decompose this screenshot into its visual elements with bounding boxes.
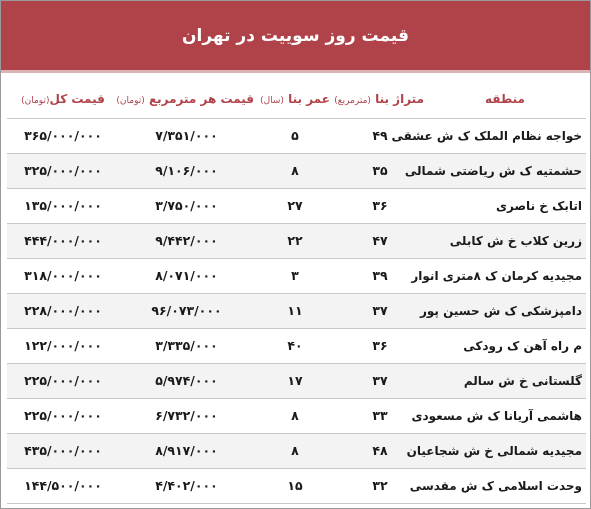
cell-price-per-meter: ۶/۷۳۲/۰۰۰ bbox=[119, 398, 254, 433]
cell-total-price: ۳۶۵/۰۰۰/۰۰۰ bbox=[7, 118, 119, 153]
header-total-price: قیمت کل(تومان) bbox=[7, 80, 119, 118]
cell-age: ۱۷ bbox=[254, 363, 336, 398]
table-row bbox=[7, 223, 586, 258]
cell-price-per-meter: ۴/۴۰۲/۰۰۰ bbox=[119, 468, 254, 503]
table-row bbox=[7, 328, 586, 363]
cell-region: مجیدیه شمالی خ ش شجاعیان bbox=[424, 433, 586, 468]
cell-region: زرین کلاب خ ش کابلی bbox=[424, 223, 586, 258]
cell-area: ۳۷ bbox=[336, 363, 424, 398]
table-row bbox=[7, 188, 586, 223]
table-header-row bbox=[7, 80, 586, 118]
cell-price-per-meter: ۹۶/۰۷۳/۰۰۰ bbox=[119, 293, 254, 328]
cell-total-price: ۳۲۵/۰۰۰/۰۰۰ bbox=[7, 153, 119, 188]
cell-total-price: ۱۳۵/۰۰۰/۰۰۰ bbox=[7, 188, 119, 223]
cell-age: ۸ bbox=[254, 398, 336, 433]
cell-total-price: ۳۱۸/۰۰۰/۰۰۰ bbox=[7, 258, 119, 293]
header-ppm-unit: (تومان) bbox=[116, 95, 145, 106]
cell-total-price: ۴۳۵/۰۰۰/۰۰۰ bbox=[7, 433, 119, 468]
table-row bbox=[7, 118, 586, 153]
cell-area: ۳۶ bbox=[336, 328, 424, 363]
cell-price-per-meter: ۸/۹۱۷/۰۰۰ bbox=[119, 433, 254, 468]
header-total-unit: (تومان) bbox=[21, 95, 50, 106]
cell-area: ۴۸ bbox=[336, 433, 424, 468]
cell-area: ۳۷ bbox=[336, 293, 424, 328]
cell-total-price: ۲۲۸/۰۰۰/۰۰۰ bbox=[7, 293, 119, 328]
cell-region: حشمتیه ک ش ریاضتی شمالی bbox=[424, 153, 586, 188]
cell-area: ۳۲ bbox=[336, 468, 424, 503]
cell-age: ۸ bbox=[254, 153, 336, 188]
header-area: متراژ بنا (مترمربع) bbox=[336, 80, 424, 118]
cell-area: ۳۳ bbox=[336, 398, 424, 433]
cell-age: ۵ bbox=[254, 118, 336, 153]
cell-price-per-meter: ۳/۳۳۵/۰۰۰ bbox=[119, 328, 254, 363]
cell-price-per-meter: ۸/۰۷۱/۰۰۰ bbox=[119, 258, 254, 293]
table-row bbox=[7, 433, 586, 468]
cell-total-price: ۲۲۵/۰۰۰/۰۰۰ bbox=[7, 363, 119, 398]
cell-area: ۳۵ bbox=[336, 153, 424, 188]
cell-age: ۸ bbox=[254, 433, 336, 468]
cell-total-price: ۴۴۴/۰۰۰/۰۰۰ bbox=[7, 223, 119, 258]
cell-area: ۳۶ bbox=[336, 188, 424, 223]
header-area-unit: (مترمربع) bbox=[334, 95, 371, 106]
table-row bbox=[7, 468, 586, 503]
cell-price-per-meter: ۳/۷۵۰/۰۰۰ bbox=[119, 188, 254, 223]
table-row bbox=[7, 293, 586, 328]
cell-region: هاشمی آریانا ک ش مسعودی bbox=[424, 398, 586, 433]
header-age: عمر بنا (سال) bbox=[254, 80, 336, 118]
header-price-per-meter: قیمت هر مترمربع (تومان) bbox=[119, 80, 254, 118]
cell-total-price: ۲۲۵/۰۰۰/۰۰۰ bbox=[7, 398, 119, 433]
header-region: منطقه bbox=[424, 80, 586, 118]
cell-region: گلستانی خ ش سالم bbox=[424, 363, 586, 398]
cell-area: ۳۹ bbox=[336, 258, 424, 293]
cell-area: ۴۹ bbox=[336, 118, 424, 153]
table-row bbox=[7, 258, 586, 293]
table-row bbox=[7, 398, 586, 433]
cell-area: ۴۷ bbox=[336, 223, 424, 258]
cell-price-per-meter: ۹/۴۴۲/۰۰۰ bbox=[119, 223, 254, 258]
cell-price-per-meter: ۷/۳۵۱/۰۰۰ bbox=[119, 118, 254, 153]
cell-region: وحدت اسلامی ک ش مقدسی bbox=[424, 468, 586, 503]
cell-age: ۴۰ bbox=[254, 328, 336, 363]
page-title: قیمت روز سوییت در تهران bbox=[181, 25, 409, 46]
header-age-unit: (سال) bbox=[260, 95, 284, 106]
cell-age: ۲۲ bbox=[254, 223, 336, 258]
cell-age: ۱۱ bbox=[254, 293, 336, 328]
cell-price-per-meter: ۹/۱۰۶/۰۰۰ bbox=[119, 153, 254, 188]
cell-total-price: ۱۲۲/۰۰۰/۰۰۰ bbox=[7, 328, 119, 363]
cell-age: ۳ bbox=[254, 258, 336, 293]
cell-age: ۲۷ bbox=[254, 188, 336, 223]
cell-total-price: ۱۴۴/۵۰۰/۰۰۰ bbox=[7, 468, 119, 503]
cell-price-per-meter: ۵/۹۷۴/۰۰۰ bbox=[119, 363, 254, 398]
table-row bbox=[7, 153, 586, 188]
cell-region: دامپزشکی ک ش حسین پور bbox=[424, 293, 586, 328]
cell-region: خواجه نظام الملک ک ش عشقی bbox=[424, 118, 586, 153]
cell-region: اتابک خ ناصری bbox=[424, 188, 586, 223]
cell-region: مجیدیه کرمان ک ۸متری انوار bbox=[424, 258, 586, 293]
price-table bbox=[7, 80, 586, 504]
table-row bbox=[7, 363, 586, 398]
cell-region: م راه آهن ک رودکی bbox=[424, 328, 586, 363]
title-bar bbox=[1, 1, 590, 73]
cell-age: ۱۵ bbox=[254, 468, 336, 503]
